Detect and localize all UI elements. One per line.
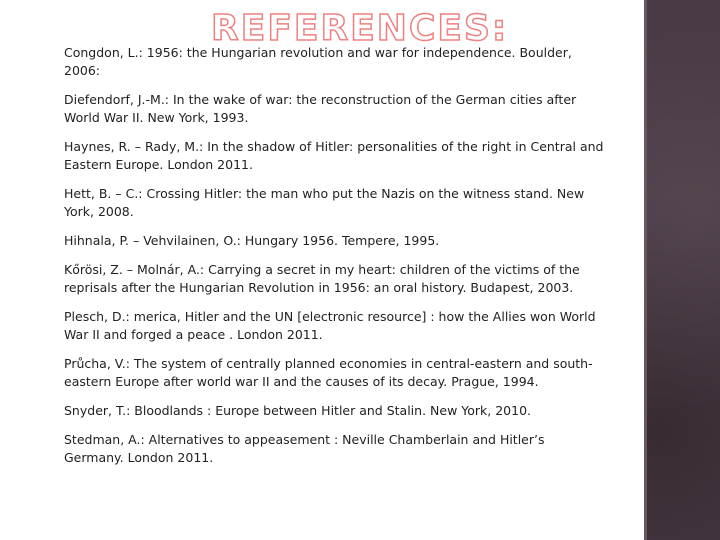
list-item xyxy=(34,232,604,250)
decorative-side-band xyxy=(640,0,720,540)
reference-text: Snyder, T.: Bloodlands : Europe between Hitler and Stalin. New York, 2010. xyxy=(64,403,531,418)
page-title: REFERENCES: xyxy=(211,8,509,49)
reference-text: Haynes, R. – Rady, M.: In the shadow of Hitler: personalities of the right in Central and Eastern Europe. London 2011. xyxy=(64,139,604,172)
list-item xyxy=(34,308,604,344)
list-item xyxy=(34,185,604,221)
list-item xyxy=(34,355,604,391)
list-item xyxy=(34,91,604,127)
list-item xyxy=(34,431,604,467)
reference-list xyxy=(34,44,604,478)
list-item xyxy=(34,402,604,420)
reference-text: Hihnala, P. – Vehvilainen, O.: Hungary 1956. Tempere, 1995. xyxy=(64,233,440,248)
list-item xyxy=(34,44,604,80)
reference-text: Stedman, A.: Alternatives to appeasement : Neville Chamberlain and Hitler’s Germany. London 2011. xyxy=(64,432,545,465)
list-item xyxy=(34,261,604,297)
reference-text: Průcha, V.: The system of centrally planned economies in central-eastern and south-eastern Europe after world war II and the causes of its decay. Prague, 1994. xyxy=(64,356,593,389)
reference-text: Congdon, L.: 1956: the Hungarian revolution and war for independence. Boulder, 2006: xyxy=(64,45,572,78)
reference-text: Diefendorf, J.-M.: In the wake of war: the reconstruction of the German cities after World War II. New York, 1993. xyxy=(64,92,577,125)
reference-text: Kőrösi, Z. – Molnár, A.: Carrying a secret in my heart: children of the victims of the reprisals after the Hungarian Revolution in 1956: an oral history. Budapest, 2003. xyxy=(64,262,580,295)
list-item xyxy=(34,138,604,174)
reference-text: Hett, B. – C.: Crossing Hitler: the man who put the Nazis on the witness stand. New York, 2008. xyxy=(64,186,585,219)
reference-text: Plesch, D.: merica, Hitler and the UN [electronic resource] : how the Allies won World War II and forged a peace . London 2011. xyxy=(64,309,596,342)
